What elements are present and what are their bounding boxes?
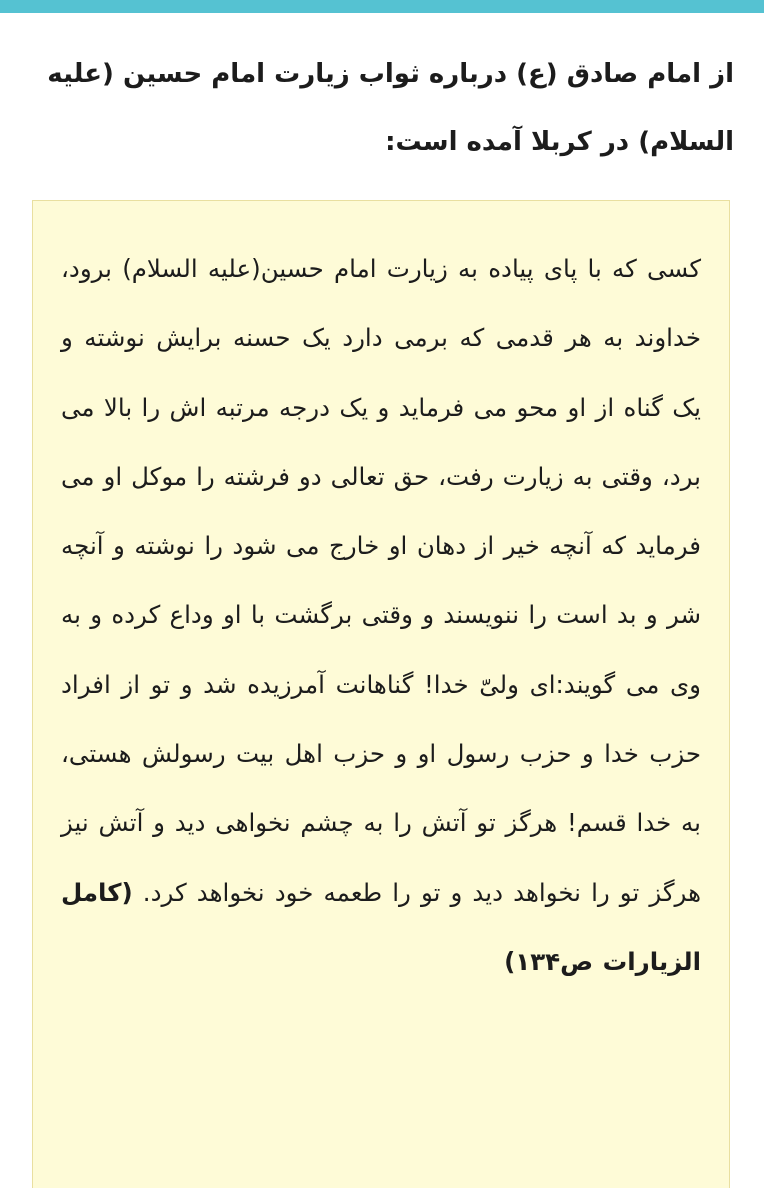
top-accent-bar bbox=[0, 0, 764, 13]
hadith-quote-box bbox=[32, 200, 730, 1188]
intro-text: از امام صادق (ع) درباره ثواب زیارت امام حسین (علیه السلام) در کربلا آمده است: bbox=[47, 59, 734, 157]
hadith-text bbox=[61, 234, 701, 996]
hadith-body: کسی که با پای پیاده به زیارت امام حسین(علیه السلام) برود، خداوند به هر قدمی که برمی دارد یک حسنه برایش نوشته و یک گناه از او محو می فرماید و یک درجه مرتبه اش را بالا می برد، وقتی به زیارت رفت، حق تعالی دو فرشته را موکل او می فرماید که آنچه خیر از دهان او خارج می شود را نوشته و آنچه شر و بد است را ننویسند و وقتی برگشت با او وداع کرده و به وی می گویند:ای ولیّ خدا! گناهانت آمرزیده شد و تو از افراد حزب خدا و حزب رسول او و حزب اهل بیت رسولش هستی، به خدا قسم! هرگز تو آتش را به چشم نخواهی دید و آتش نیز هرگز تو را نخواهد دید و تو را طعمه خود نخواهد کرد. bbox=[61, 254, 701, 907]
hadith-source: (کامل الزیارات ص۱۳۴) bbox=[61, 877, 701, 976]
